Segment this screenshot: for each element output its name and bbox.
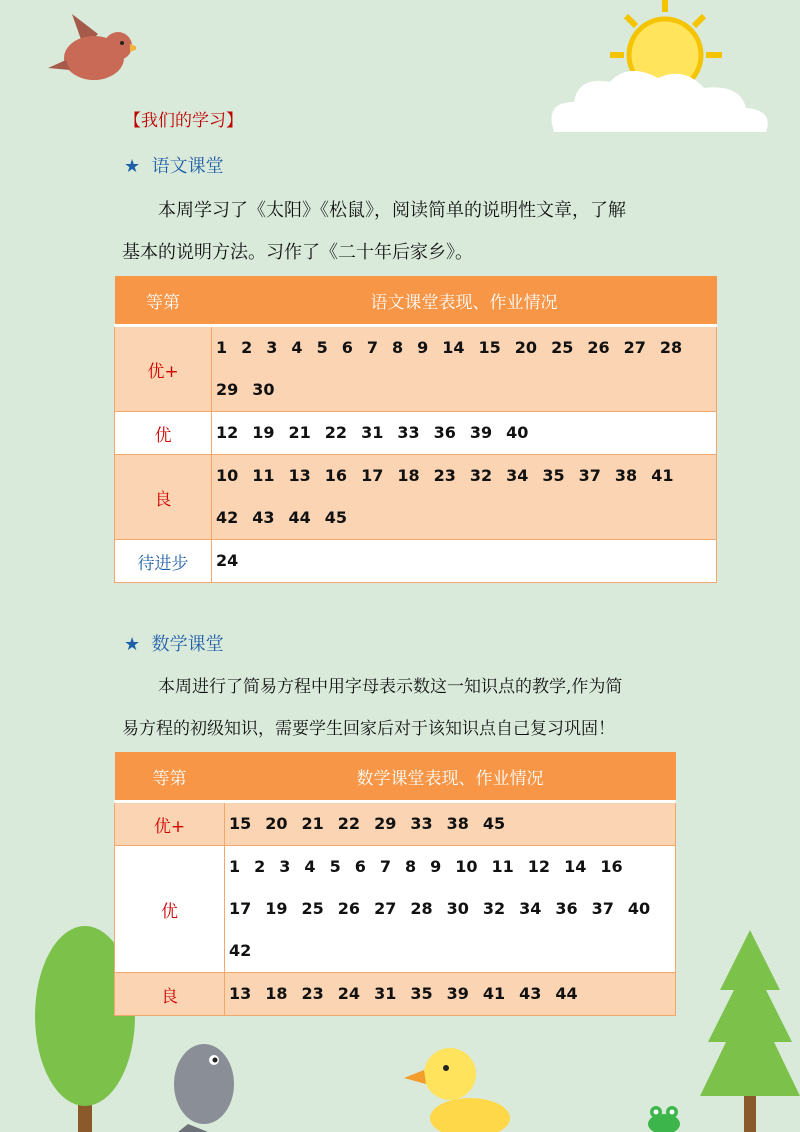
student-number: 25	[301, 899, 324, 918]
chinese-paragraph-line-2: 基本的说明方法。习作了《二十年后家乡》。	[122, 242, 473, 263]
student-number: 33	[410, 814, 433, 833]
grade-level: 优	[115, 412, 212, 455]
student-number: 17	[361, 466, 384, 485]
student-number: 31	[361, 423, 384, 442]
student-number: 19	[265, 899, 288, 918]
page-title: 【我们的学习】	[124, 111, 243, 131]
student-number: 15	[229, 814, 252, 833]
chinese-row-youplus	[115, 326, 717, 412]
frog-icon	[644, 1104, 684, 1132]
student-number: 26	[337, 899, 361, 918]
student-number: 2	[254, 857, 266, 876]
student-number: 13	[229, 984, 252, 1003]
student-number: 8	[404, 857, 417, 876]
student-number: 37	[591, 899, 614, 918]
student-number: 24	[216, 551, 239, 570]
student-number: 15	[478, 338, 501, 357]
chinese-row-needs-improvement	[115, 540, 717, 583]
student-number: 31	[374, 984, 397, 1003]
student-number: 10	[216, 466, 239, 485]
student-number: 2	[241, 338, 253, 357]
student-number: 9	[430, 857, 442, 876]
student-number: 20	[514, 338, 538, 357]
student-number: 38	[446, 814, 469, 833]
math-heading-label: 数学课堂	[151, 634, 224, 655]
student-number: 3	[266, 338, 278, 357]
grade-level: 优+	[115, 326, 212, 412]
math-paragraph	[122, 666, 702, 750]
chinese-row-you	[115, 412, 717, 455]
student-number: 44	[555, 984, 578, 1003]
grade-level: 优	[115, 846, 225, 973]
grade-level: 待进步	[115, 540, 212, 583]
student-number: 38	[614, 466, 638, 485]
student-number: 21	[288, 423, 311, 442]
student-number: 29	[216, 380, 239, 399]
star-icon: ★	[124, 634, 141, 655]
student-number: 1	[229, 857, 241, 876]
student-number: 7	[379, 857, 391, 876]
student-number: 23	[301, 984, 324, 1003]
student-number: 35	[542, 466, 565, 485]
student-number: 37	[578, 466, 601, 485]
student-number: 14	[564, 857, 587, 876]
bird-icon	[46, 8, 136, 90]
student-number: 41	[482, 984, 506, 1003]
cloud-icon	[544, 62, 776, 134]
student-number: 27	[374, 899, 397, 918]
student-number: 11	[491, 857, 514, 876]
grade-level: 良	[115, 973, 225, 1016]
chinese-heading-label: 语文课堂	[151, 156, 224, 177]
student-number: 16	[324, 466, 348, 485]
student-number: 32	[482, 899, 506, 918]
student-number: 5	[329, 857, 341, 876]
chinese-grade-table	[114, 276, 717, 583]
math-paragraph-line-1: 本周进行了简易方程中用字母表示数这一知识点的教学,作为简	[158, 677, 623, 697]
math-header-performance: 数学课堂表现、作业情况	[225, 752, 676, 802]
student-numbers	[212, 455, 717, 540]
chinese-header-level: 等第	[115, 276, 212, 326]
student-number: 1	[216, 338, 228, 357]
student-number: 33	[397, 423, 420, 442]
student-number: 36	[555, 899, 578, 918]
student-number: 6	[354, 857, 366, 876]
student-number: 7	[366, 338, 378, 357]
student-number: 41	[651, 466, 674, 485]
student-number: 21	[301, 814, 324, 833]
student-number: 11	[252, 466, 275, 485]
student-number: 20	[265, 814, 288, 833]
student-numbers	[225, 846, 676, 973]
student-numbers	[212, 540, 717, 583]
student-number: 22	[324, 423, 348, 442]
student-number: 4	[291, 338, 303, 357]
tree-right-icon	[700, 930, 800, 1132]
student-number: 43	[252, 508, 275, 527]
student-number: 45	[482, 814, 506, 833]
student-number: 12	[527, 857, 551, 876]
student-number: 26	[587, 338, 610, 357]
student-number: 24	[337, 984, 361, 1003]
student-number: 30	[446, 899, 469, 918]
student-number: 34	[519, 899, 542, 918]
student-number: 6	[341, 338, 353, 357]
student-number: 40	[506, 423, 529, 442]
fish-icon	[168, 1034, 246, 1132]
student-number: 25	[551, 338, 574, 357]
student-number: 17	[229, 899, 252, 918]
student-numbers	[212, 412, 717, 455]
student-number: 29	[374, 814, 397, 833]
student-number: 27	[623, 338, 646, 357]
student-number: 18	[397, 466, 420, 485]
math-paragraph-line-2: 易方程的初级知识，需要学生回家后对于该知识点自己复习巩固！	[122, 719, 615, 739]
student-number: 23	[433, 466, 456, 485]
math-heading	[124, 630, 224, 656]
student-number: 40	[627, 899, 651, 918]
student-number: 13	[288, 466, 311, 485]
student-number: 45	[324, 508, 348, 527]
student-number: 44	[288, 508, 311, 527]
chinese-paragraph	[122, 190, 682, 274]
student-number: 39	[446, 984, 469, 1003]
math-grade-table	[114, 752, 676, 1016]
student-number: 34	[506, 466, 529, 485]
student-number: 12	[216, 423, 239, 442]
math-row-youplus	[115, 802, 676, 846]
student-number: 16	[600, 857, 623, 876]
math-header-level: 等第	[115, 752, 225, 802]
student-number: 28	[410, 899, 433, 918]
math-row-liang	[115, 973, 676, 1016]
student-numbers	[212, 326, 717, 412]
student-number: 5	[316, 338, 328, 357]
student-number: 10	[455, 857, 478, 876]
duck-icon	[400, 1034, 510, 1132]
student-number: 28	[659, 338, 683, 357]
chinese-header-performance: 语文课堂表现、作业情况	[212, 276, 717, 326]
student-number: 30	[252, 380, 275, 399]
student-number: 39	[469, 423, 493, 442]
student-number: 3	[279, 857, 291, 876]
student-number: 4	[304, 857, 316, 876]
student-number: 18	[265, 984, 288, 1003]
math-row-you	[115, 846, 676, 973]
student-number: 8	[391, 338, 404, 357]
student-number: 14	[442, 338, 465, 357]
student-number: 35	[410, 984, 433, 1003]
student-numbers	[225, 802, 676, 846]
student-numbers	[225, 973, 676, 1016]
student-number: 9	[417, 338, 429, 357]
student-number: 42	[229, 941, 252, 960]
student-number: 42	[216, 508, 239, 527]
grade-level: 良	[115, 455, 212, 540]
student-number: 19	[252, 423, 275, 442]
student-number: 22	[337, 814, 361, 833]
student-number: 32	[469, 466, 493, 485]
grade-level: 优+	[115, 802, 225, 846]
star-icon: ★	[124, 156, 141, 177]
chinese-paragraph-line-1: 本周学习了《太阳》《松鼠》，阅读简单的说明性文章，了解	[158, 200, 626, 221]
student-number: 43	[519, 984, 542, 1003]
student-number: 36	[433, 423, 456, 442]
chinese-heading	[124, 152, 224, 178]
chinese-row-liang	[115, 455, 717, 540]
